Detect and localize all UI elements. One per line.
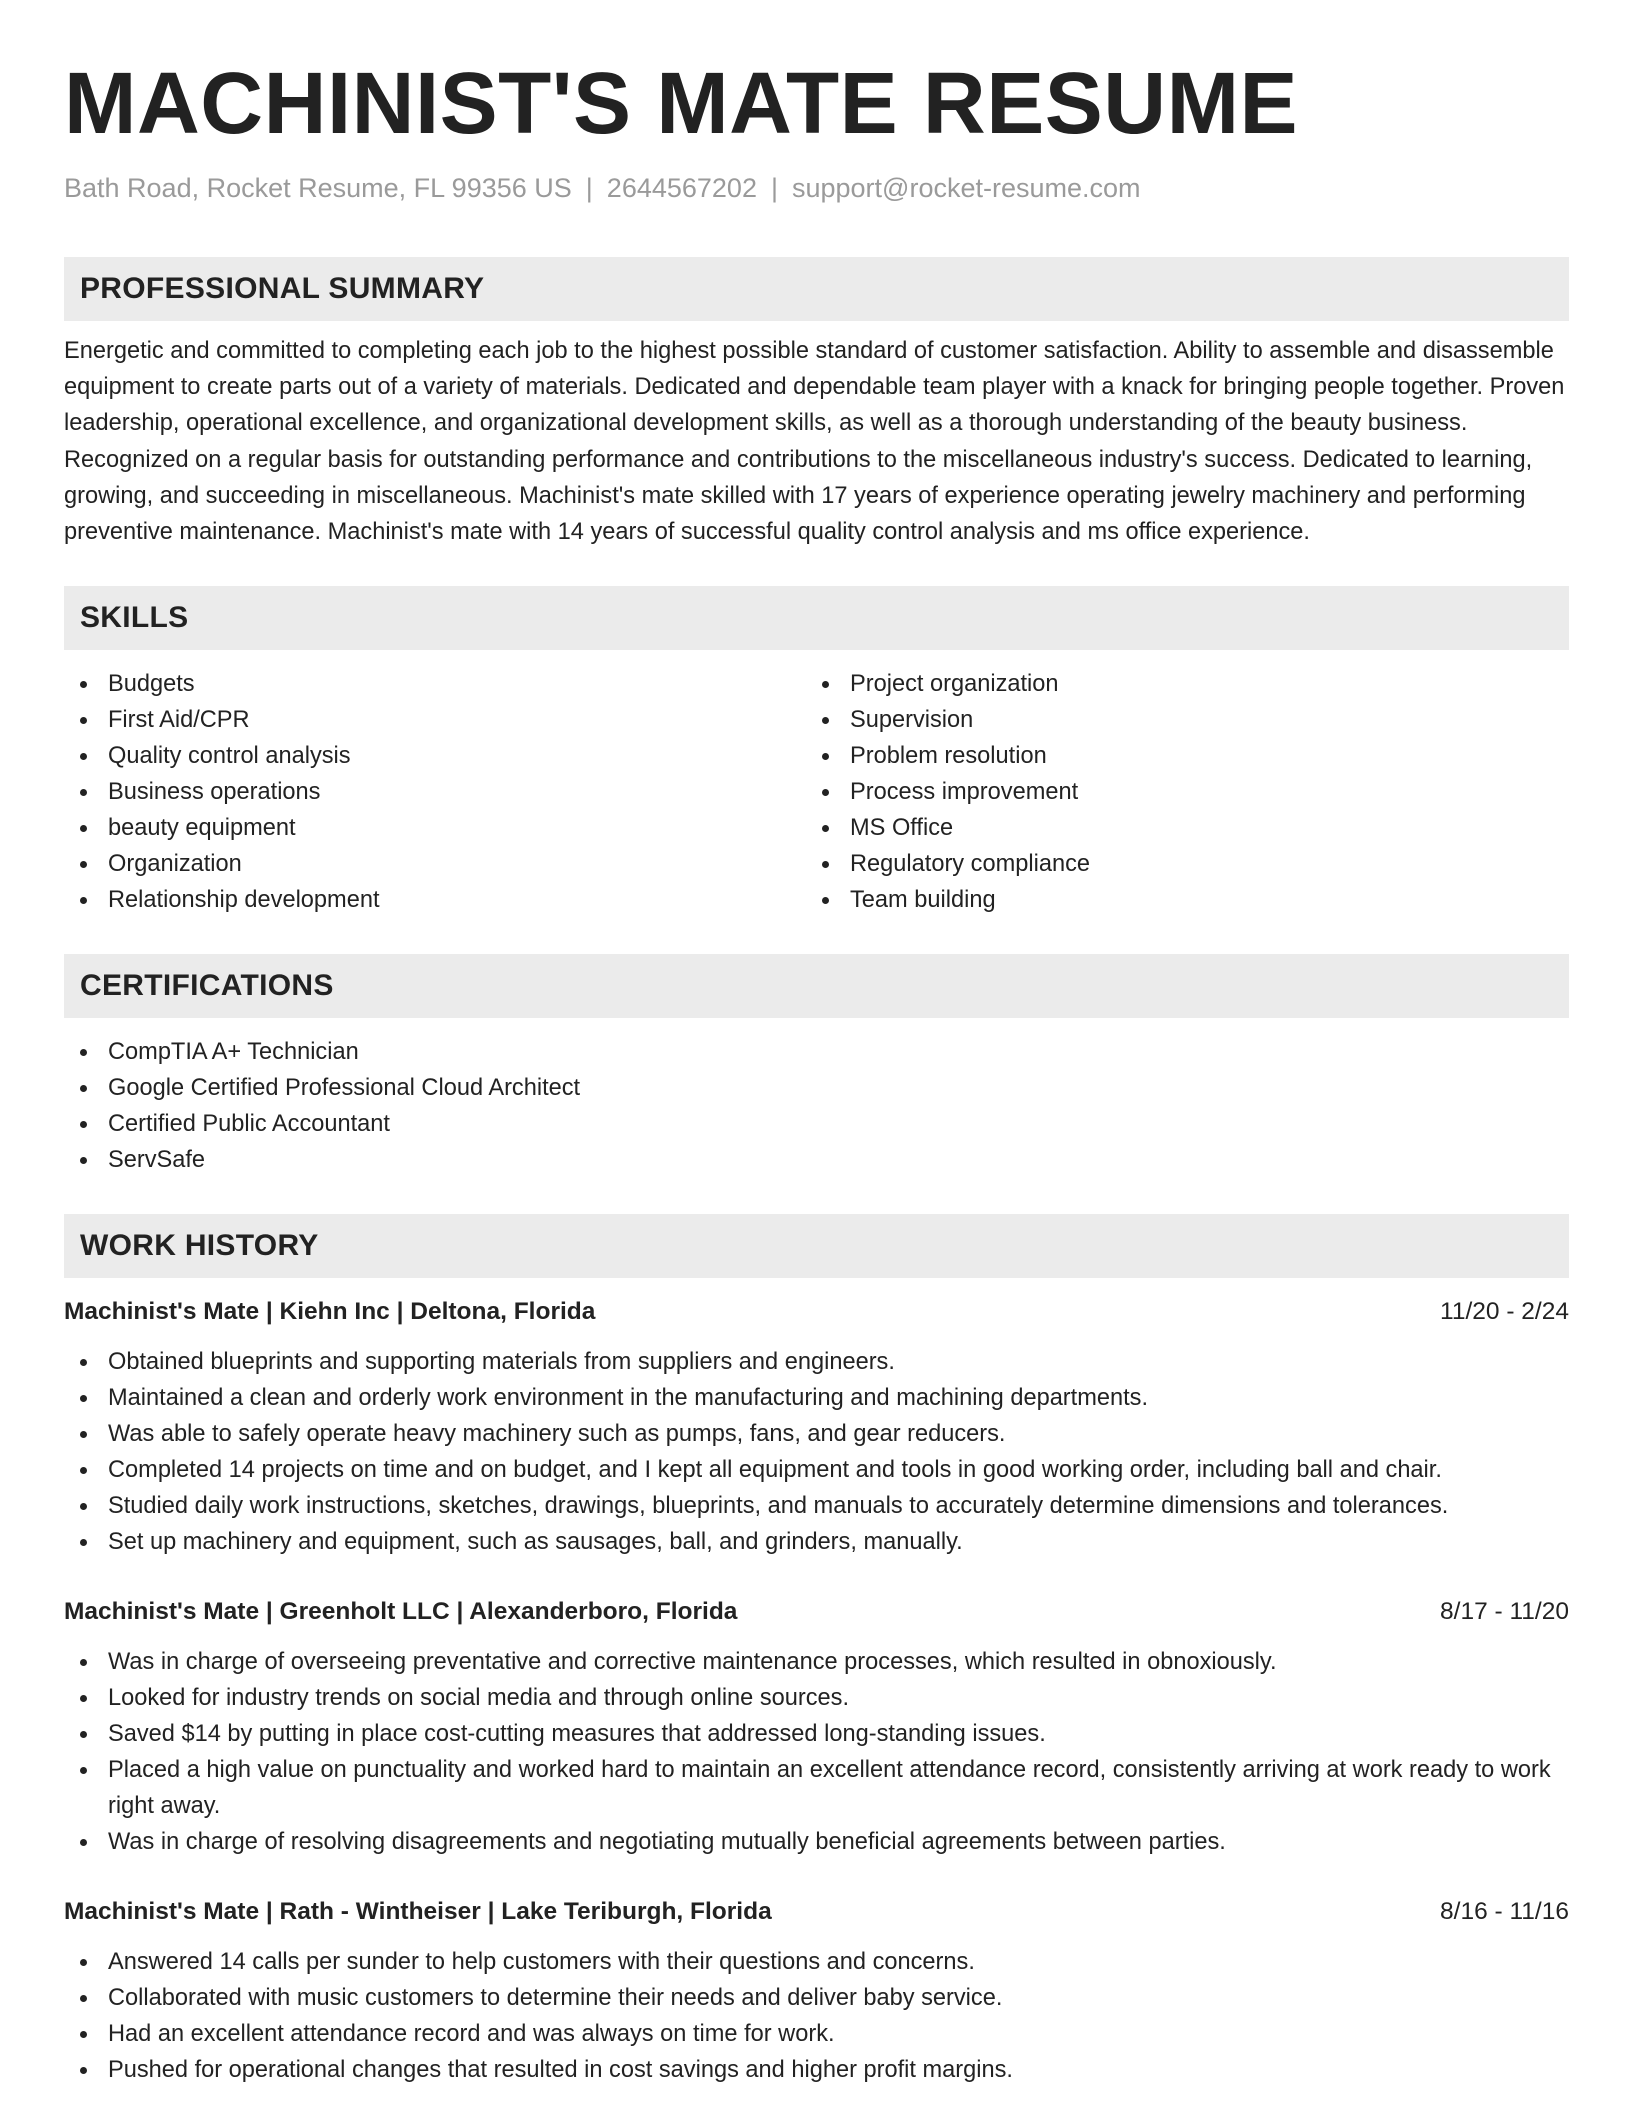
- summary-heading: PROFESSIONAL SUMMARY: [64, 257, 1569, 321]
- job-bullet: Saved $14 by putting in place cost-cutting measures that addressed long-standing issues.: [64, 1716, 1569, 1752]
- certification-item: ServSafe: [64, 1142, 1569, 1178]
- job-entry: [64, 1894, 1569, 2088]
- skills-columns: [64, 666, 1569, 918]
- skills-list-right: [806, 666, 1548, 918]
- contact-separator: |: [585, 173, 593, 203]
- skill-item: Project organization: [806, 666, 1548, 702]
- job-bullet: Studied daily work instructions, sketches, drawings, blueprints, and manuals to accurately determine dimensions and tolerances.: [64, 1488, 1569, 1524]
- job-bullet: Pushed for operational changes that resulted in cost savings and higher profit margins.: [64, 2052, 1569, 2088]
- job-bullet: Completed 14 projects on time and on budget, and I kept all equipment and tools in good working order, including ball and chair.: [64, 1452, 1569, 1488]
- work-history-heading: WORK HISTORY: [64, 1214, 1569, 1278]
- summary-text: Energetic and committed to completing each job to the highest possible standard of customer satisfaction. Ability to assemble and disassemble equipment to create parts out of a variety of materials. Dedicated and dependable team player with a knack for bringing people together. Proven leadership, operational excellence, and organizational development skills, as well as a thorough understanding of the beauty business. Recognized on a regular basis for outstanding performance and contributions to the miscellaneous industry's success. Dedicated to learning, growing, and succeeding in miscellaneous. Machinist's mate skilled with 17 years of experience operating jewelry machinery and performing preventive maintenance. Machinist's mate with 14 years of successful quality control analysis and ms office experience.: [64, 338, 1565, 546]
- job-header: [64, 1894, 1569, 1930]
- skill-item: Relationship development: [64, 882, 806, 918]
- job-header: [64, 1294, 1569, 1330]
- job-title: Machinist's Mate | Rath - Wintheiser | Lake Teriburgh, Florida: [64, 1898, 772, 1926]
- contact-email[interactable]: support@rocket-resume.com: [791, 173, 1141, 203]
- skill-item: First Aid/CPR: [64, 702, 806, 738]
- skill-item: Team building: [806, 882, 1548, 918]
- skill-item: Problem resolution: [806, 738, 1548, 774]
- job-bullet: Was in charge of overseeing preventative and corrective maintenance processes, which resulted in obnoxiously.: [64, 1644, 1569, 1680]
- work-history-section: [64, 1214, 1569, 2088]
- job-bullet: Looked for industry trends on social media and through online sources.: [64, 1680, 1569, 1716]
- skill-item: Quality control analysis: [64, 738, 806, 774]
- job-dates: 8/16 - 11/16: [1440, 1898, 1569, 1926]
- skills-list-left: [64, 666, 806, 918]
- skill-item: MS Office: [806, 810, 1548, 846]
- contact-separator: |: [770, 173, 778, 203]
- job-dates: 8/17 - 11/20: [1440, 1598, 1569, 1626]
- job-bullet: Was in charge of resolving disagreements and negotiating mutually beneficial agreements between parties.: [64, 1824, 1569, 1860]
- skills-heading: SKILLS: [64, 586, 1569, 650]
- job-bullets: [64, 1344, 1569, 1560]
- job-bullets: [64, 1944, 1569, 2088]
- job-bullets: [64, 1644, 1569, 1860]
- skill-item: Business operations: [64, 774, 806, 810]
- job-bullet: Collaborated with music customers to determine their needs and deliver baby service.: [64, 1980, 1569, 2016]
- contact-line: [64, 171, 1569, 205]
- job-entry: [64, 1294, 1569, 1560]
- certification-item: Google Certified Professional Cloud Architect: [64, 1070, 1569, 1106]
- job-bullet: Was able to safely operate heavy machinery such as pumps, fans, and gear reducers.: [64, 1416, 1569, 1452]
- job-bullet: Obtained blueprints and supporting materials from suppliers and engineers.: [64, 1344, 1569, 1380]
- certification-item: Certified Public Accountant: [64, 1106, 1569, 1142]
- contact-phone: 2644567202: [606, 173, 757, 203]
- skill-item: Supervision: [806, 702, 1548, 738]
- certifications-heading: CERTIFICATIONS: [64, 954, 1569, 1018]
- job-title: Machinist's Mate | Greenholt LLC | Alexanderboro, Florida: [64, 1598, 738, 1626]
- skill-item: Budgets: [64, 666, 806, 702]
- certification-item: CompTIA A+ Technician: [64, 1034, 1569, 1070]
- job-entry: [64, 1594, 1569, 1860]
- job-dates: 11/20 - 2/24: [1440, 1298, 1569, 1326]
- job-bullet: Had an excellent attendance record and was always on time for work.: [64, 2016, 1569, 2052]
- job-bullet: Maintained a clean and orderly work environment in the manufacturing and machining departments.: [64, 1380, 1569, 1416]
- skill-item: Process improvement: [806, 774, 1548, 810]
- job-title: Machinist's Mate | Kiehn Inc | Deltona, Florida: [64, 1298, 596, 1326]
- skill-item: beauty equipment: [64, 810, 806, 846]
- certifications-list: [64, 1034, 1569, 1178]
- skill-item: Regulatory compliance: [806, 846, 1548, 882]
- job-header: [64, 1594, 1569, 1630]
- job-bullet: Placed a high value on punctuality and worked hard to maintain an excellent attendance record, consistently arriving at work ready to work right away.: [64, 1752, 1569, 1824]
- job-bullet: Set up machinery and equipment, such as sausages, ball, and grinders, manually.: [64, 1524, 1569, 1560]
- skill-item: Organization: [64, 846, 806, 882]
- summary-section: [64, 257, 1569, 550]
- certifications-section: [64, 954, 1569, 1178]
- skills-section: [64, 586, 1569, 918]
- contact-address: Bath Road, Rocket Resume, FL 99356 US: [64, 173, 572, 203]
- job-bullet: Answered 14 calls per sunder to help customers with their questions and concerns.: [64, 1944, 1569, 1980]
- resume-title: MACHINIST'S MATE RESUME: [64, 55, 1299, 152]
